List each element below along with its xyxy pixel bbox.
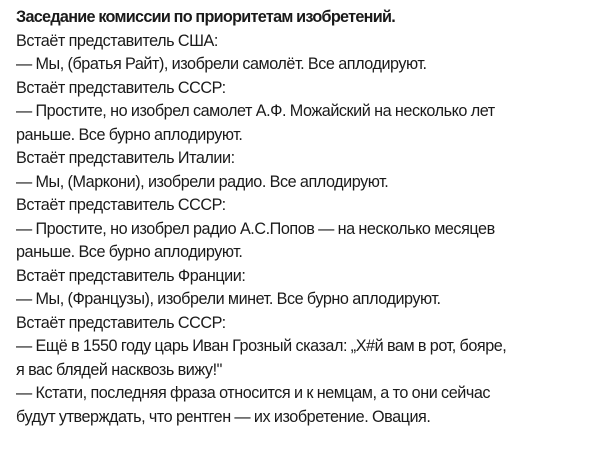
text-line: Встаёт представитель США: <box>16 31 218 50</box>
text-line: Встаёт представитель Франции: <box>16 266 246 285</box>
text-line: Встаёт представитель СССР: <box>16 78 226 97</box>
text-line: будут утверждать, что рентген — их изобретение. Овация. <box>16 407 431 426</box>
text-line: Встаёт представитель Италии: <box>16 149 235 167</box>
joke-title: Заседание комиссии по приоритетам изобретений. <box>16 8 396 26</box>
text-line: — Ещё в 1550 году царь Иван Грозный сказал: „Х#й вам в рот, бояре, <box>16 337 507 355</box>
text-line: — Мы, (Маркони), изобрели радио. Все аплодируют. <box>16 172 389 191</box>
text-line: — Мы, (братья Райт), изобрели самолёт. Все аплодируют. <box>16 55 427 73</box>
text-line: — Простите, но изобрел самолет А.Ф. Можайский на несколько лет <box>16 102 495 120</box>
text-line: раньше. Все бурно аплодируют. <box>16 243 243 261</box>
text-line: — Простите, но изобрел радио А.С.Попов — на несколько месяцев <box>16 219 495 238</box>
text-line: раньше. Все бурно аплодируют. <box>16 125 243 144</box>
joke-text-block <box>16 6 600 429</box>
text-line: Встаёт представитель СССР: <box>16 313 226 332</box>
text-line: — Кстати, последняя фраза относится и к немцам, а то они сейчас <box>16 384 491 402</box>
text-line: Встаёт представитель СССР: <box>16 196 226 214</box>
text-line: — Мы, (Французы), изобрели минет. Все бурно аплодируют. <box>16 290 441 308</box>
text-line: я вас блядей насквозь вижу!" <box>16 360 222 379</box>
